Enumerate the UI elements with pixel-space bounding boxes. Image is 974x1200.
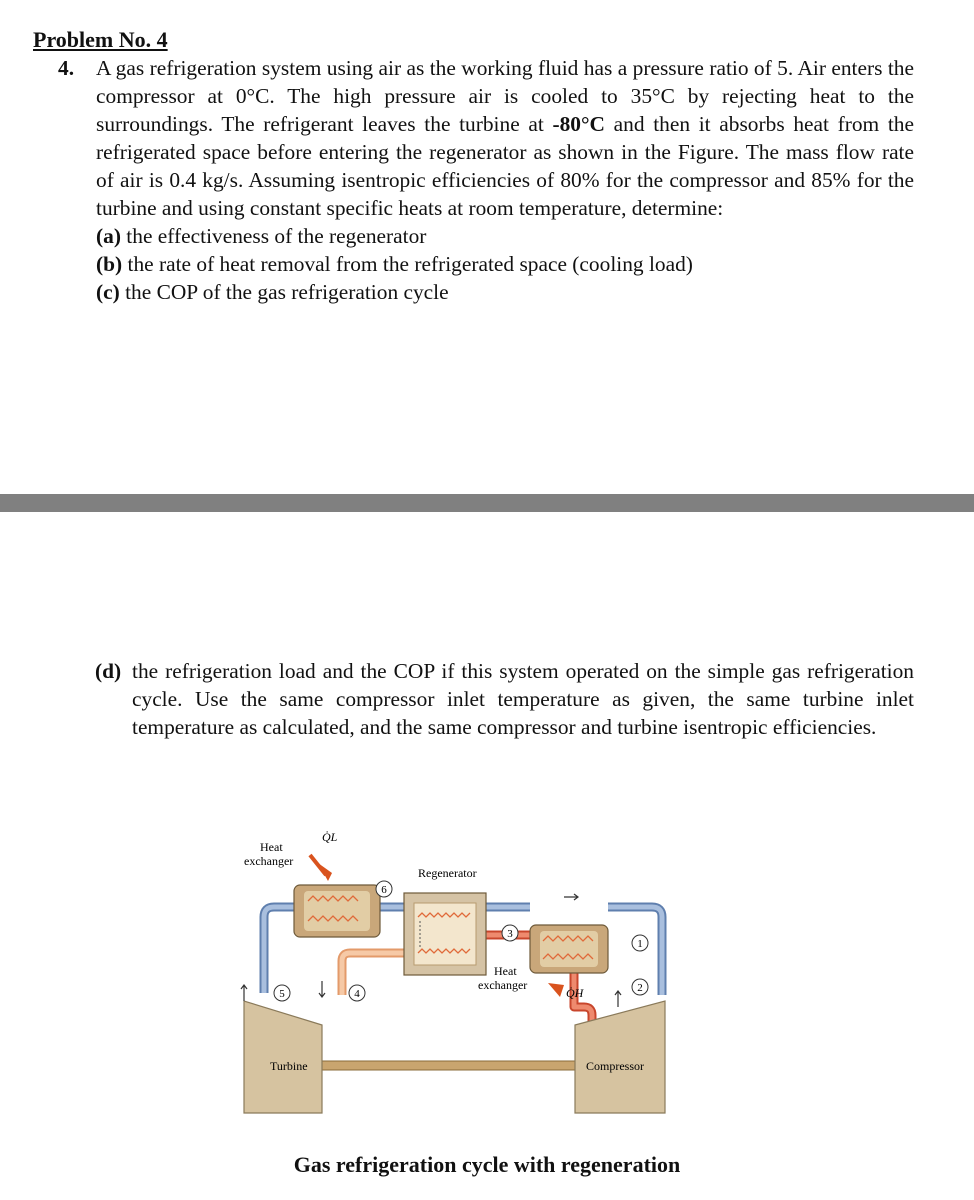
figure-caption: Gas refrigeration cycle with regeneration	[293, 1152, 681, 1177]
state-2-label: 2	[637, 982, 643, 994]
state-3-label: 3	[507, 928, 513, 940]
page-divider	[0, 494, 974, 512]
part-b	[96, 250, 914, 278]
problem-body	[96, 54, 914, 222]
part-d-text: the refrigeration load and the COP if this system operated on the simple gas refrigeration cycle. Use the same compressor inlet temperature as given, the same turbine inlet temperature as calculated, and the same compressor and turbine isentropic efficiencies.	[132, 659, 914, 739]
qh-label: Q̇H	[566, 986, 584, 1000]
part-a-label: (a)	[96, 224, 121, 248]
statement-text: A gas refrigeration system using air as the working fluid has a pressure ratio of 5. Air enters the compressor at 0°C. The high pressure air is cooled to 35°C by rejecting heat to the surroundings. The refrigerant leaves the turbine at	[96, 56, 914, 136]
state-6-label: 6	[381, 884, 387, 896]
part-d-label: (d)	[95, 659, 122, 683]
cold-pipe-left	[264, 907, 294, 993]
heat-exchanger-left-label-1: Heat	[260, 840, 283, 854]
problem-statement	[58, 54, 914, 306]
state-1-label: 1	[637, 938, 643, 950]
shaft	[318, 1061, 608, 1070]
part-d	[95, 657, 914, 741]
turbine-body	[244, 1001, 322, 1113]
question-parts	[96, 222, 914, 306]
qh-arrow	[548, 983, 564, 997]
state-4-label: 4	[354, 988, 360, 1000]
part-a	[96, 222, 914, 250]
cycle-diagram	[230, 825, 680, 1125]
flow-arrow-5	[241, 985, 247, 1001]
state-5-label: 5	[279, 988, 285, 1000]
heat-exchanger-left-label-2: exchanger	[244, 854, 294, 868]
part-b-text: the rate of heat removal from the refrigerated space (cooling load)	[122, 252, 693, 276]
flow-arrow-top	[564, 894, 578, 900]
compressor-label: Compressor	[586, 1059, 644, 1073]
problem-number: 4.	[58, 56, 75, 80]
part-c-text: the COP of the gas refrigeration cycle	[119, 280, 449, 304]
turbine-exit-temp: -80°C	[552, 112, 606, 136]
part-b-label: (b)	[96, 252, 123, 276]
ql-label: Q̇L	[322, 830, 338, 844]
flow-arrow-2	[615, 991, 621, 1007]
flow-arrow-4	[319, 981, 325, 997]
part-c	[96, 278, 914, 306]
part-a-text: the effectiveness of the regenerator	[120, 224, 427, 248]
turbine-label: Turbine	[270, 1059, 308, 1073]
heat-exchanger-right-label-2: exchanger	[478, 978, 528, 992]
part-c-label: (c)	[96, 280, 120, 304]
problem-title: Problem No. 4	[33, 27, 168, 52]
heat-exchanger-right-label-1: Heat	[494, 964, 517, 978]
cycle-figure	[230, 825, 680, 1125]
statement-text-cont: and then it absorbs heat from the refrigerated space before entering the regenerator as shown in the Figure. The mass flow rate of air is 0.4 kg/s. Assuming isentropic efficiencies of 80% for the compressor and 85% for the turbine and using constant specific heats at room temperature, determine:	[96, 112, 914, 220]
regenerator-label: Regenerator	[418, 866, 477, 880]
